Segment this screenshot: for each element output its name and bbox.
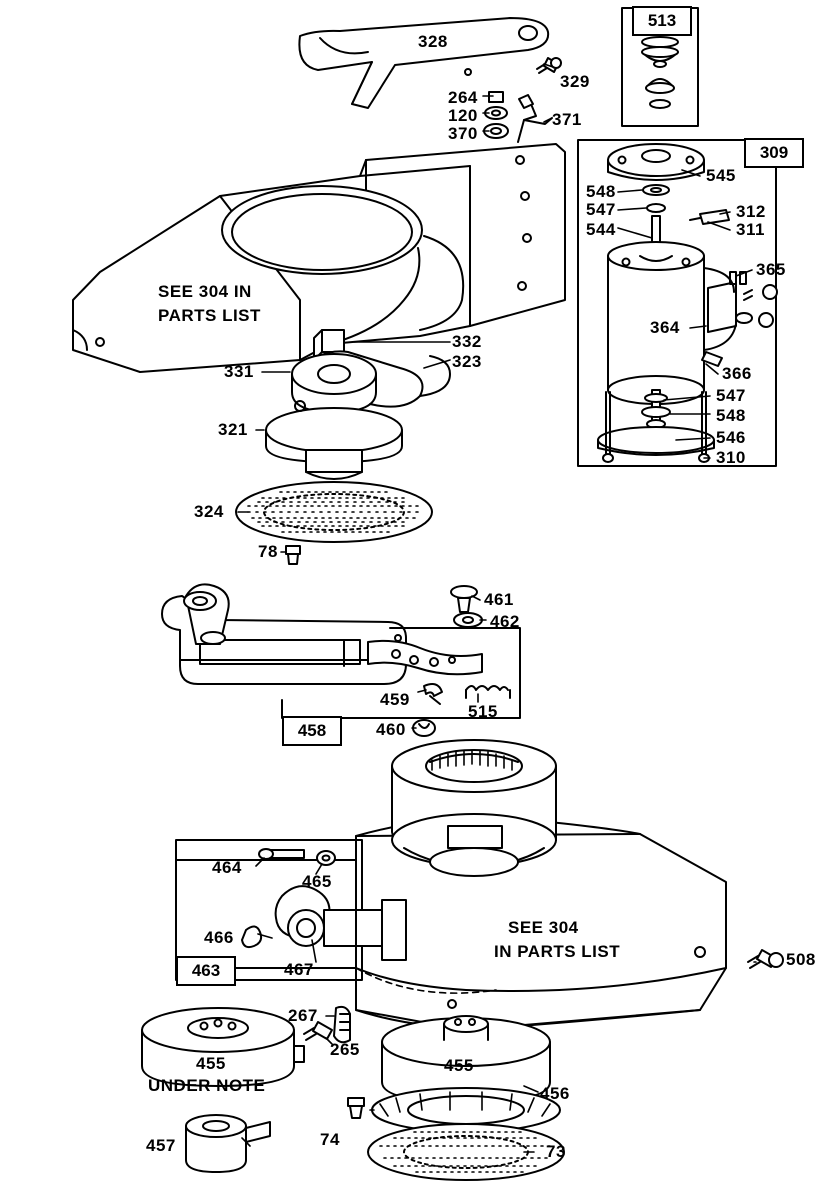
callout-508: 508: [786, 950, 816, 969]
callout-364: 364: [650, 318, 680, 337]
callout-311: 311: [736, 220, 765, 239]
note-304-bottom-line2: IN PARTS LIST: [494, 942, 621, 961]
callout-310: 310: [716, 448, 746, 467]
note-304-top-line2: PARTS LIST: [158, 306, 261, 325]
callout-74: 74: [320, 1130, 340, 1149]
callout-328: 328: [418, 32, 448, 51]
boxed-ref-458: 458: [282, 716, 342, 746]
callout-461: 461: [484, 590, 514, 609]
callout-73: 73: [546, 1142, 566, 1161]
callout-466: 466: [204, 928, 234, 947]
callout-324: 324: [194, 502, 224, 521]
callout-459: 459: [380, 690, 410, 709]
callout-455-right: 455: [444, 1056, 474, 1075]
callout-323: 323: [452, 352, 482, 371]
callout-371: 371: [552, 110, 582, 129]
callout-365: 365: [756, 260, 786, 279]
boxed-ref-309: 309: [744, 138, 804, 168]
callout-366: 366: [722, 364, 752, 383]
note-304-top-line1: SEE 304 IN: [158, 282, 252, 301]
callout-264: 264: [448, 88, 478, 107]
callout-462: 462: [490, 612, 520, 631]
callout-120: 120: [448, 106, 478, 125]
callout-547b: 547: [716, 386, 746, 405]
boxed-ref-463: 463: [176, 956, 236, 986]
callout-455-left: 455: [196, 1054, 226, 1073]
callout-546: 546: [716, 428, 746, 447]
callout-464: 464: [212, 858, 242, 877]
callout-460: 460: [376, 720, 406, 739]
callout-515: 515: [468, 702, 498, 721]
callout-457: 457: [146, 1136, 176, 1155]
callout-321: 321: [218, 420, 248, 439]
callout-456: 456: [540, 1084, 570, 1103]
callout-547a: 547: [586, 200, 616, 219]
callout-467: 467: [284, 960, 314, 979]
callout-331: 331: [224, 362, 254, 381]
callout-548b: 548: [716, 406, 746, 425]
callout-370: 370: [448, 124, 478, 143]
callout-78: 78: [258, 542, 278, 561]
note-under-line1: UNDER NOTE: [148, 1076, 266, 1095]
callout-465: 465: [302, 872, 332, 891]
boxed-ref-513: 513: [632, 6, 692, 36]
callout-329: 329: [560, 72, 590, 91]
note-304-bottom-line1: SEE 304: [508, 918, 579, 937]
callout-545: 545: [706, 166, 736, 185]
callout-548a: 548: [586, 182, 616, 201]
callout-332: 332: [452, 332, 482, 351]
callout-544: 544: [586, 220, 616, 239]
callout-265: 265: [330, 1040, 360, 1059]
callout-267: 267: [288, 1006, 318, 1025]
callout-312: 312: [736, 202, 766, 221]
